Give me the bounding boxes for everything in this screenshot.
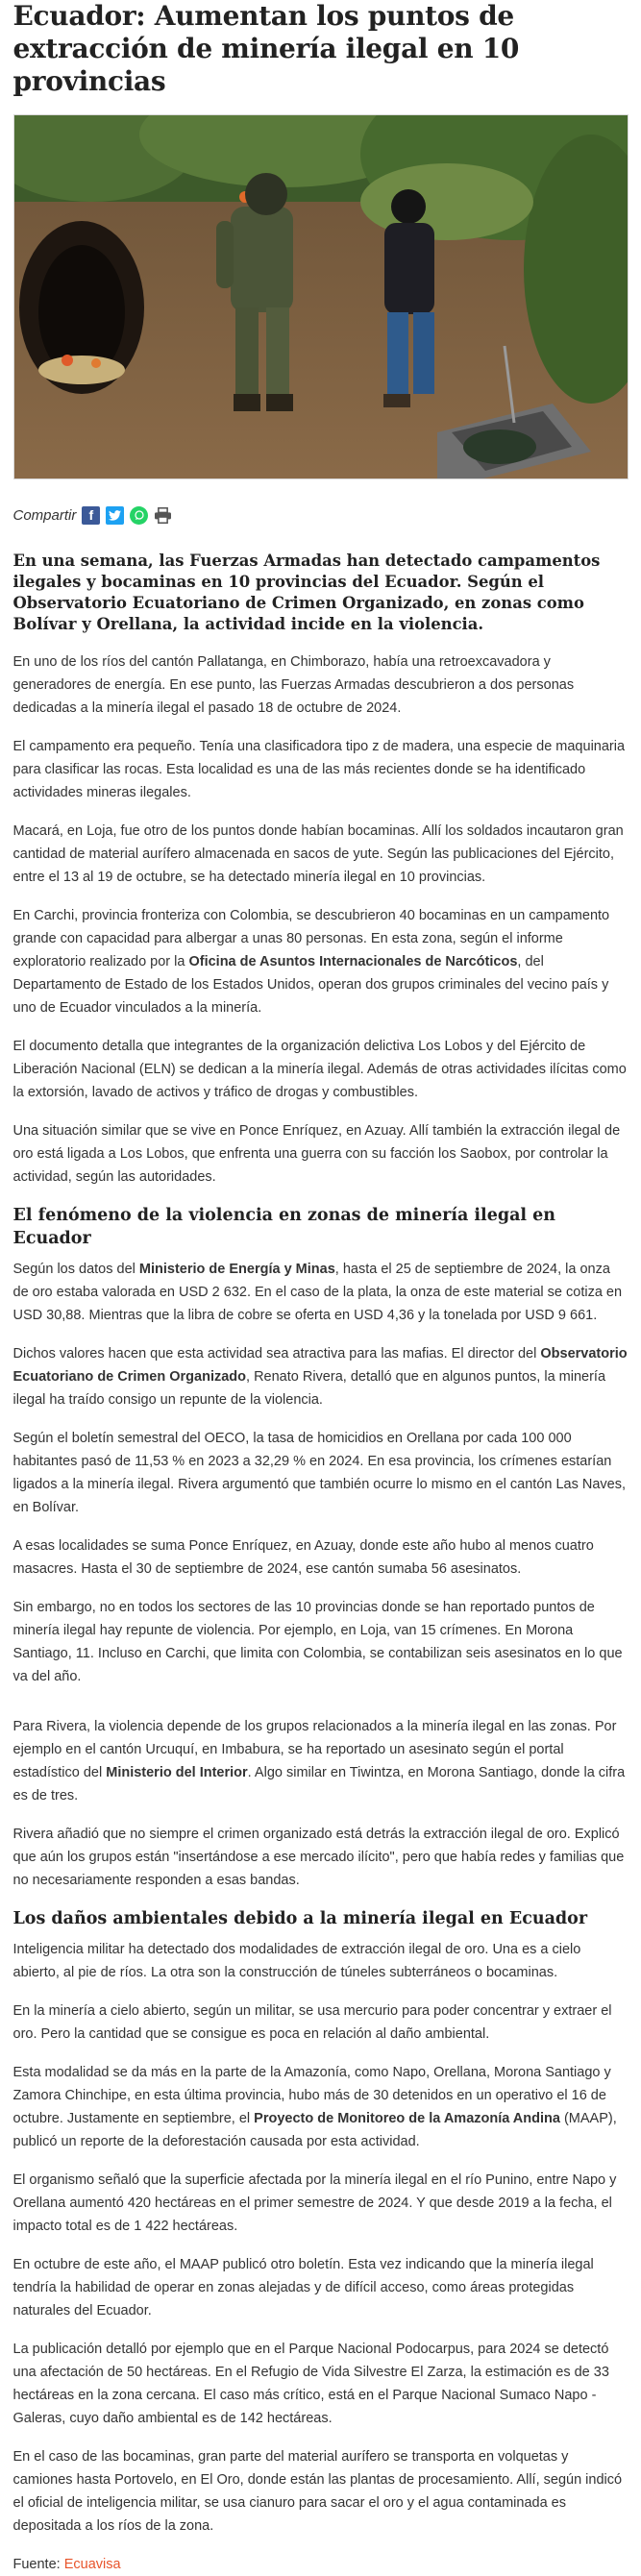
paragraph: Una situación similar que se vive en Ponce Enríquez, en Azuay. Allí también la extracción ilegal de oro está ligada a Los Lobos, que enfrenta una guerra con su facción los Saobox, por controlar la actividad, según las autoridades. — [12, 1123, 621, 1185]
paragraph: En la minería a cielo abierto, según un militar, se usa mercurio para poder concentrar y extraer el oro. Pero la cantidad que se consigue es poca en relación al daño ambiental. — [12, 2003, 612, 2042]
paragraph: En uno de los ríos del cantón Pallatanga, en Chimborazo, había una retroexcavadora y generadores de energía. En ese punto, las Fuerzas Armadas descubrieron a dos personas dedicadas a la minería ilegal el pasado 18 de octubre de 2024. — [12, 654, 575, 716]
text-segment: . Algo similar en Tiwintza, en Morona Santiago, donde la cifra es de tres. — [12, 1765, 626, 1803]
bold-text: Proyecto de Monitoreo de la Amazonía Andina — [254, 2111, 560, 2126]
bold-text: Observatorio Ecuatoriano de Crimen Organizado — [12, 1346, 628, 1385]
paragraph: Según el boletín semestral del OECO, la tasa de homicidios en Orellana por cada 100 000 habitantes pasó de 11,53 % en 2023 a 32,29 % en 2024. En esa provincia, los crímenes estarían ligados a la minería ilegal. Rivera argumentó que también ocurre lo mismo en el cantón Las Naves, en Bolívar. — [12, 1431, 627, 1515]
paragraph: En el caso de las bocaminas, gran parte del material aurífero se transporta en volquetas y camiones hasta Portovelo, en El Oro, donde están las plantas de procesamiento. Allí, según indicó el oficial de inteligencia militar, se usa cianuro para sacar el oro y el agua contaminada es depositada a los ríos de la zona. — [12, 2449, 623, 2534]
paragraph — [13, 1342, 629, 1411]
paragraph: Macará, en Loja, fue otro de los puntos donde habían bocaminas. Allí los soldados incautaron gran cantidad de material aurífero almacenada en sacos de yute. Según las publicaciones del Ejército, entre el 13 al 19 de octubre, se ha detectado minería ilegal en 10 provincias. — [12, 823, 624, 885]
print-icon[interactable] — [154, 506, 172, 525]
paragraph: El campamento era pequeño. Tenía una clasificadora tipo z de madera, una especie de maquinaria para clasificar las rocas. Esta localidad es una de las más recientes donde se ha identificado actividades mineras ilegales. — [12, 739, 626, 800]
text-segment: , del Departamento de Estado de los Estados Unidos, operan dos grupos criminales del vecino país y uno de Ecuador vinculados a la minería. — [12, 954, 609, 1016]
facebook-icon[interactable]: f — [82, 506, 100, 525]
paragraph: A esas localidades se suma Ponce Enríquez, en Azuay, donde este año hubo al menos cuatro masacres. Hasta el 30 de septiembre de 2024, ese cantón sumaba 56 asesinatos. — [12, 1538, 594, 1577]
paragraph: Inteligencia militar ha detectado dos modalidades de extracción ilegal de oro. Una es a cielo abierto, al pie de ríos. La otra son la construcción de túneles subterráneos o bocaminas. — [12, 1942, 581, 1980]
bold-text: Ministerio del Interior — [106, 1765, 248, 1780]
text-segment: Según los datos del — [12, 1262, 139, 1277]
paragraph — [13, 2061, 629, 2153]
article-title: Ecuador: Aumentan los puntos de extracción de minería ilegal en 10 provincias — [12, 0, 520, 97]
paragraph: El organismo señaló que la superficie afectada por la minería ilegal en el río Punino, entre Napo y Orellana aumentó 420 hectáreas en el primer semestre de 2024. Y que desde 2019 a la fecha, el impacto total es de 1 422 hectáreas. — [12, 2172, 617, 2234]
paragraph: El documento detalla que integrantes de la organización delictiva Los Lobos y del Ejército de Liberación Nacional (ELN) se dedican a la minería ilegal. Además de otras actividades ilícitas como la extorsión, lavado de activos y tráfico de drogas y combustibles. — [12, 1039, 627, 1100]
share-bar — [13, 501, 629, 529]
source-link[interactable]: Ecuavisa — [63, 2557, 121, 2572]
section-heading-violence: El fenómeno de la violencia en zonas de minería ilegal en Ecuador — [12, 1206, 556, 1248]
paragraph: Sin embargo, no en todos los sectores de las 10 provincias donde se han reportado puntos de minería ilegal hay repunte de violencia. Por ejemplo, en Loja, van 15 crímenes. En Morona Santiago, 11. Incluso en Carchi, que limita con Colombia, se contabilizan seis asesinatos en lo que va del año. — [12, 1600, 623, 1684]
paragraph: La publicación detalló por ejemplo que en el Parque Nacional Podocarpus, para 2024 se detectó una afectación de 50 hectáreas. En el Refugio de Vida Silvestre El Zarza, la estimación es de 33 hectáreas en la zona cercana. El caso más crítico, está en el Parque Nacional Sumaco Napo - Galeras, cuyo daño ambiental es de 142 hectáreas. — [12, 2342, 609, 2426]
text-segment: En Carchi, provincia fronteriza con Colombia, se descubrieron 40 bocaminas en un campamento grande con capacidad para albergar a unas 80 personas. En esta zona, según el informe exploratorio realizado por la — [12, 908, 610, 969]
whatsapp-icon[interactable] — [130, 506, 148, 525]
text-segment: , hasta el 25 de septiembre de 2024, la onza de oro estaba valorada en USD 2 632. En el caso de la plata, la onza de este material se cotiza en USD 30,88. Mientras que la libra de cobre se oferta en USD 4,36 y la tonelada por USD 9 661. — [12, 1262, 623, 1323]
text-segment: Para Rivera, la violencia depende de los grupos relacionados a la minería ilegal en las zonas. Por ejemplo en el cantón Urcuquí, en Imbabura, se ha reportado un asesinato según el portal estadístico del — [12, 1719, 617, 1780]
paragraph: Rivera añadió que no siempre el crimen organizado está detrás la extracción ilegal de oro. Explicó que aún los grupos están "insertándose a ese mercado ilícito", pero que había redes y familias que no necesariamente responden a esas bandas. — [12, 1827, 625, 1888]
text-segment: Esta modalidad se da más en la parte de la Amazonía, como Napo, Orellana, Morona Santiago y Zamora Chinchipe, en esta última provincia, hubo más de 30 detenidos en un operativo el 16 de octubre. Justamente en septiembre, el — [12, 2065, 611, 2126]
hero-image — [13, 114, 629, 479]
share-label: Compartir — [12, 506, 77, 524]
article-lead: En una semana, las Fuerzas Armadas han detectado campamentos ilegales y bocaminas en 10 provincias del Ecuador. Según el Observatorio Ecuatoriano de Crimen Organizado, en zonas como Bolívar y Orellana, la actividad incide en la violencia. — [12, 552, 601, 633]
bold-text: Ministerio de Energía y Minas — [138, 1262, 335, 1277]
source-label: Fuente: — [12, 2557, 64, 2572]
paragraph — [13, 1715, 629, 1807]
article — [13, 0, 629, 2576]
text-segment: Dichos valores hacen que esta actividad sea atractiva para las mafias. El director del — [12, 1346, 541, 1362]
bold-link-text: Oficina de Asuntos Internacionales de Narcóticos — [188, 954, 518, 969]
text-segment: (MAAP), publicó un reporte de la deforestación causada por esta actividad. — [12, 2111, 617, 2149]
paragraph: En octubre de este año, el MAAP publicó otro boletín. Esta vez indicando que la minería ilegal tendría la habilidad de operar en zonas alejadas y de difícil acceso, como áreas protegidas naturales del Ecuador. — [12, 2257, 594, 2318]
twitter-icon[interactable] — [106, 506, 124, 525]
text-segment: , Renato Rivera, detalló que en algunos puntos, la minería ilegal ha traído consigo un repunte de la violencia. — [12, 1369, 606, 1408]
section-heading-damage: Los daños ambientales debido a la minería ilegal en Ecuador — [12, 1909, 588, 1928]
paragraph — [13, 1258, 629, 1327]
source-line — [13, 2553, 629, 2576]
paragraph — [13, 904, 629, 1019]
